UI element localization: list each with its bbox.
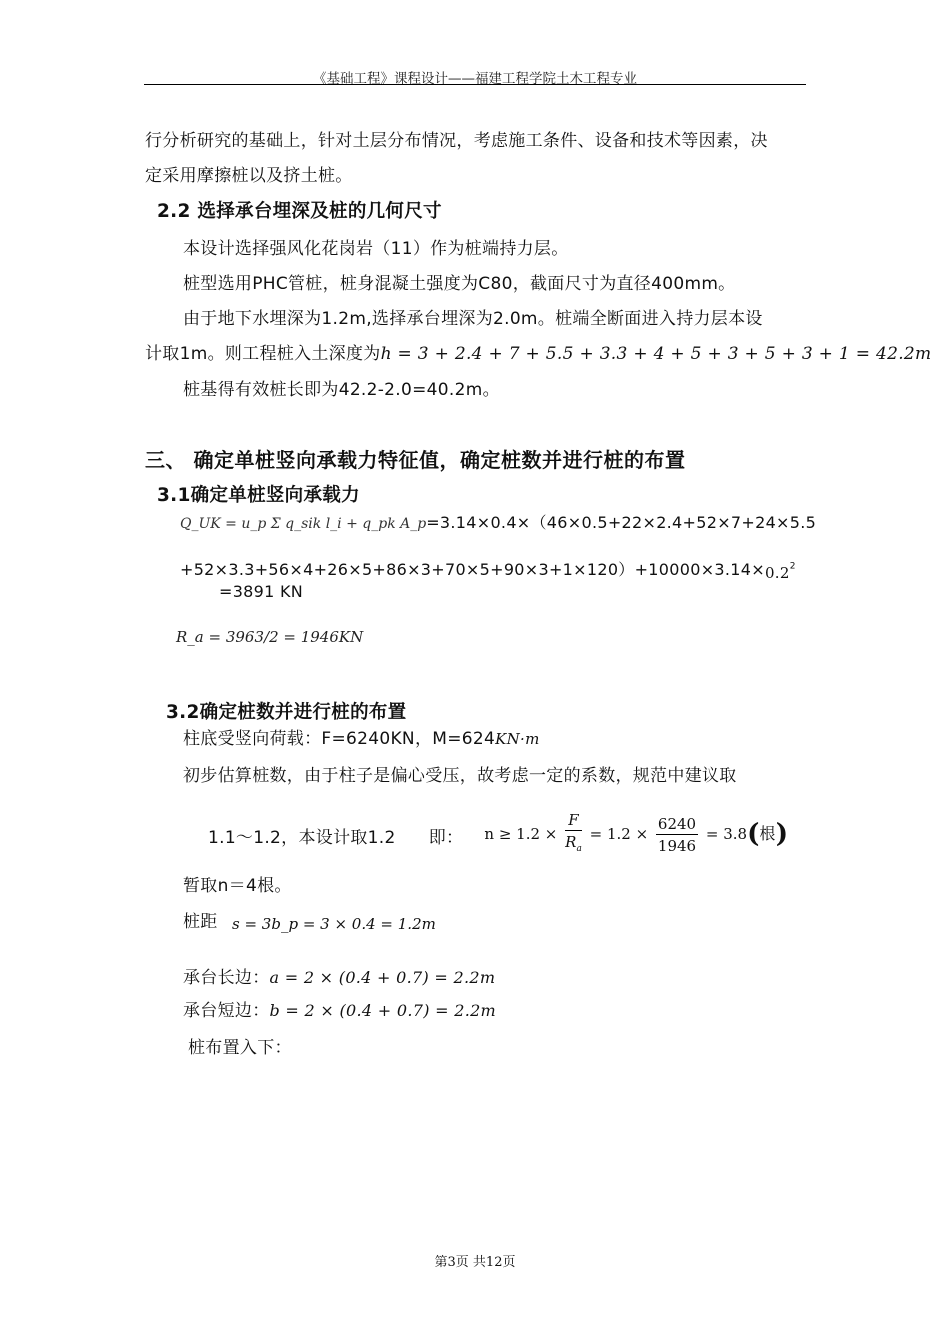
ji-text: 即： xyxy=(428,827,464,848)
value-fraction-denominator: 1946 xyxy=(657,836,697,855)
load-fraction xyxy=(565,810,582,860)
pile-count-unit: 根 xyxy=(759,824,776,843)
pile-count-rhs: = 3.8 xyxy=(705,825,748,843)
section-3-2-title: 3.2确定桩数并进行桩的布置 xyxy=(166,702,407,723)
intro-line-1: 行分析研究的基础上，针对土层分布情况，考虑施工条件、设备和技术等因素，决 xyxy=(145,131,768,151)
capacity-formula-rest: =3.14×0.4×（46×0.5+22×2.4+52×7+24×5.5 xyxy=(426,513,817,532)
section-2-2-title: 2.2 选择承台埋深及桩的几何尺寸 xyxy=(157,201,442,222)
value-fraction-numerator: 6240 xyxy=(657,814,697,833)
depth-text: 计取1m。则工程桩入土深度为 xyxy=(145,344,381,364)
load-fraction-denominator-sub: a xyxy=(576,844,582,854)
load-fraction-numerator: F xyxy=(565,810,582,831)
spacing-formula: s = 3b_p = 3 × 0.4 = 1.2m xyxy=(232,915,436,933)
short-side-formula: b = 2 × (0.4 + 0.7) = 2.2m xyxy=(269,1001,497,1020)
long-side-line xyxy=(183,963,495,988)
page-footer: 第3页 共12页 xyxy=(434,1255,516,1270)
long-side-formula: a = 2 × (0.4 + 0.7) = 2.2m xyxy=(269,968,496,987)
capacity-formula-line-2 xyxy=(180,557,796,582)
s2-2-paragraph-1: 本设计选择强风化花岗岩（11）作为桩端持力层。 xyxy=(183,239,569,259)
coefficient-text: 1.1～1.2，本设计取1.2 xyxy=(208,827,396,848)
load-fraction-denominator: R xyxy=(565,833,577,851)
section-3-1-title: 3.1确定单桩竖向承载力 xyxy=(157,485,360,506)
spacing-label: 桩距 xyxy=(183,912,218,932)
pile-count-lhs: n ≥ 1.2 × xyxy=(484,825,558,843)
capacity-formula-lhs: Q_UK = u_p Σ q_sik l_i + q_pk A_p xyxy=(180,516,427,532)
intro-line-2: 定采用摩擦桩以及挤土桩。 xyxy=(145,166,353,186)
page-header: 《基础工程》课程设计——福建工程学院土木工程专业 xyxy=(313,71,637,87)
chapter-3-title: 三、 确定单桩竖向承载力特征值，确定桩数并进行桩的布置 xyxy=(145,448,686,472)
depth-formula: h = 3 + 2.4 + 7 + 5.5 + 3.3 + 4 + 5 + 3 + 5 + 3 + 1 = 42.2m xyxy=(380,344,932,364)
s2-2-paragraph-2: 桩型选用PHC管桩，桩身混凝土强度为C80，截面尺寸为直径400mm。 xyxy=(183,274,736,294)
short-side-line xyxy=(183,996,496,1021)
capacity-formula-terms: +52×3.3+56×4+26×5+86×3+70×5+90×3+1×120）+10000×3.14× xyxy=(180,560,765,579)
capacity-square: 2 xyxy=(789,561,796,572)
capacity-radius: 0.2 xyxy=(764,564,790,582)
s2-2-paragraph-3-line-2 xyxy=(145,339,931,364)
long-side-label: 承台长边： xyxy=(183,968,270,988)
capacity-result: =3891 KN xyxy=(219,582,304,601)
s2-2-paragraph-3-line-1: 由于地下水埋深为1.2m,选择承台埋深为2.0m。桩端全断面进入持力层本设 xyxy=(183,309,763,329)
s2-2-paragraph-4: 桩基得有效桩长即为42.2-2.0=40.2m。 xyxy=(183,380,500,400)
capacity-formula-line-1 xyxy=(180,510,816,533)
load-unit: KN·m xyxy=(495,730,540,748)
estimate-paragraph: 初步估算桩数，由于柱子是偏心受压，故考虑一定的系数，规范中建议取 xyxy=(183,766,737,786)
load-line xyxy=(183,724,540,749)
pile-count-mid: = 1.2 × xyxy=(589,825,649,843)
coefficient-line xyxy=(208,810,788,860)
pile-count-take: 暂取n＝4根。 xyxy=(183,876,292,896)
ra-formula: R_a = 3963/2 = 1946KN xyxy=(176,628,364,646)
header-rule xyxy=(144,84,806,85)
pile-count-formula: n ≥ 1.2 × $\frac{F}{R_a}$ = 1.2 × $\frac{6240}{1946}$ = 3.8(根) xyxy=(484,810,788,860)
pile-layout-text: 桩布置入下： xyxy=(188,1038,292,1058)
short-side-label: 承台短边： xyxy=(183,1001,270,1021)
value-fraction xyxy=(656,814,698,857)
load-text: 柱底受竖向荷载：F=6240KN，M=624 xyxy=(183,729,496,749)
